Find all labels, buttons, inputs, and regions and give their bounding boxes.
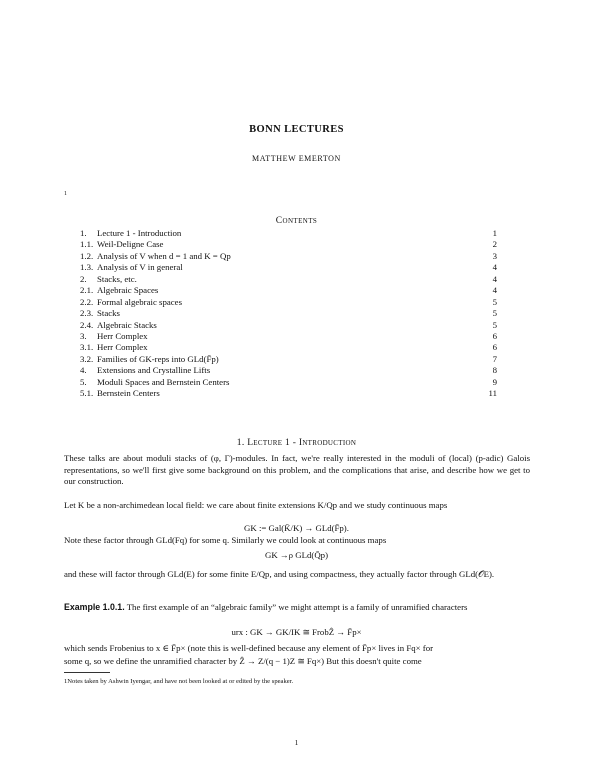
- example-text: The first example of an “algebraic family” we might attempt is a family of unramified characters: [126, 602, 468, 612]
- section-heading: 1. Lecture 1 - Introduction: [236, 438, 357, 448]
- contents-heading: Contents: [275, 216, 318, 226]
- toc-entry[interactable]: 2.4. Algebraic Stacks 5: [80, 319, 497, 330]
- example-block: [64, 602, 530, 614]
- toc-entry[interactable]: 4. Extensions and Crystalline Lifts 8: [80, 365, 497, 376]
- footnote-marker: 1: [64, 191, 67, 197]
- example-label: Example 1.0.1.: [64, 602, 125, 612]
- toc-entry[interactable]: 5.1. Bernstein Centers 11: [80, 388, 497, 399]
- author-name: MATTHEW EMERTON: [252, 154, 341, 163]
- equation-galois-map: GK := Gal(K̄/K) → GLd(F̄p).: [244, 523, 349, 533]
- toc-entry[interactable]: 2. Stacks, etc. 4: [80, 273, 497, 284]
- toc-entry[interactable]: 3.2. Families of GK-reps into GLd(F̄p) 7: [80, 353, 497, 364]
- toc-entry[interactable]: 1.3. Analysis of V in general 4: [80, 262, 497, 273]
- toc-entry[interactable]: 3. Herr Complex 6: [80, 330, 497, 341]
- toc-entry[interactable]: 2.2. Formal algebraic spaces 5: [80, 296, 497, 307]
- toc-entry[interactable]: 2.1. Algebraic Spaces 4: [80, 285, 497, 296]
- page-number: 1: [294, 738, 299, 747]
- toc-entry[interactable]: 1.2. Analysis of V when d = 1 and K = Qp 3: [80, 250, 497, 261]
- paragraph-frobenius-line1: which sends Frobenius to x ∈ F̄p× (note this is well-defined because any element of F̄p× lives in Fq× for: [64, 643, 434, 653]
- paragraph-factor: Note these factor through GLd(Fq) for some q. Similarly we could look at continuous maps: [64, 535, 387, 545]
- toc-entry[interactable]: 1.1. Weil-Deligne Case 2: [80, 239, 497, 250]
- table-of-contents: [80, 228, 497, 400]
- footnote-text: 1Notes taken by Ashwin Iyengar, and have not been looked at or edited by the speaker.: [64, 678, 294, 685]
- equation-continuous-map: GK →ρ GLd(Q̄p): [264, 550, 329, 560]
- paragraph-local-field: Let K be a non-archimedean local field: we care about finite extensions K/Qp and we study continuous maps: [64, 500, 448, 510]
- paragraph-compactness: and these will factor through GLd(E) for some finite E/Qp, and using compactness, they actually factor through GLd(𝒪E).: [64, 569, 495, 579]
- toc-entry[interactable]: 5. Moduli Spaces and Bernstein Centers 9: [80, 376, 497, 387]
- footnote-rule: [64, 672, 110, 673]
- paper-title: BONN LECTURES: [249, 124, 344, 135]
- intro-paragraph: These talks are about moduli stacks of (φ, Γ)-modules. In fact, we're really interested in the moduli of (local) (p-adic) Galois representations, so we'll first give some background on this problem, and the complications that arise, and describe how we get to our construction.: [64, 453, 530, 487]
- equation-unramified-character: urx : GK → GK/IK ≅ FrobẐ → F̄p×: [231, 627, 362, 637]
- toc-entry[interactable]: 1. Lecture 1 - Introduction 1: [80, 228, 497, 238]
- toc-entry[interactable]: 2.3. Stacks 5: [80, 308, 497, 319]
- paragraph-frobenius-line2: some q, so we define the unramified character by Ẑ → Z/(q − 1)Z ≅ Fq×) But this doesn't quite come: [64, 656, 422, 666]
- toc-entry[interactable]: 3.1. Herr Complex 6: [80, 342, 497, 353]
